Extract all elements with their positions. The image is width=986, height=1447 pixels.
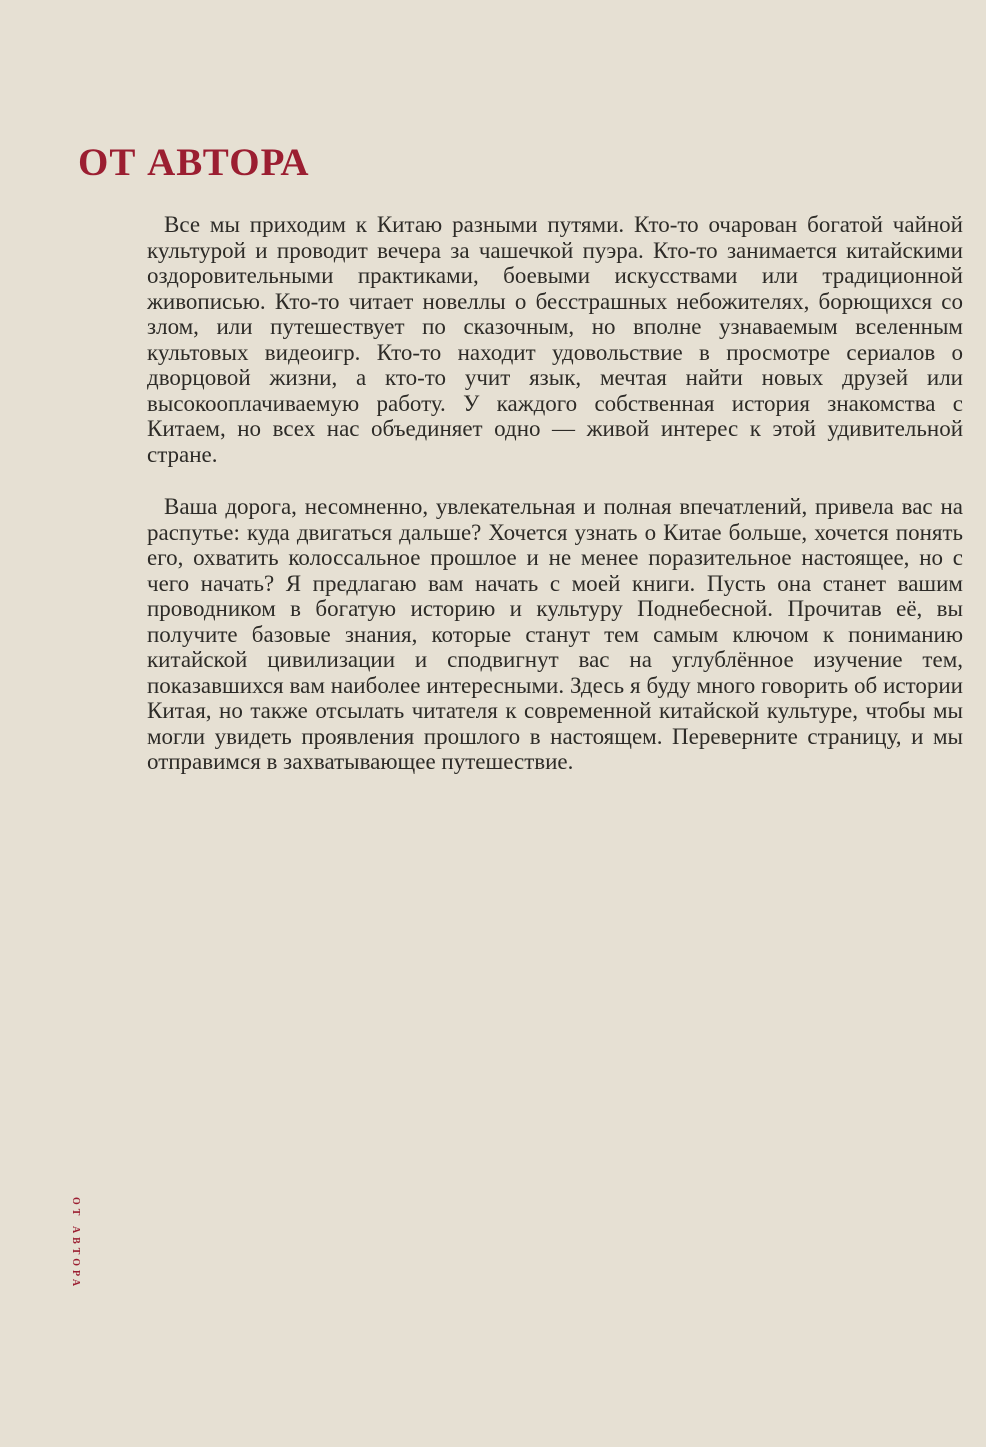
running-title-vertical: ОТ АВТОРА xyxy=(70,1197,81,1291)
paragraph: Все мы приходим к Китаю разными путями. Кто-то очарован богатой чайной культурой и проводит вечера за чашечкой пуэра. Кто-то занимается китайскими оздоровительными практиками, боевыми искусствами или традиционной живописью. Кто-то читает новеллы о бесстрашных небожителях, борющихся со злом, или путешествует по сказочным, но вполне узнаваемым вселенным культовых видеоигр. Кто-то находит удовольствие в просмотре сериалов о дворцовой жизни, а кто-то учит язык, мечтая найти новых друзей или высокооплачиваемую работу. У каждого собственная история знакомства с Китаем, но всех нас объединяет одно — живой интерес к этой удивительной стране. xyxy=(147,212,963,467)
body-text-block xyxy=(147,212,963,802)
paragraph: Ваша дорога, несомненно, увлекательная и полная впечатлений, привела вас на распутье: куда двигаться дальше? Хочется узнать о Китае больше, хочется понять его, охватить колоссальное прошлое и не менее поразительное настоящее, но с чего начать? Я предлагаю вам начать с моей книги. Пусть она станет вашим проводником в богатую историю и культуру Поднебесной. Прочитав её, вы получите базовые знания, которые станут тем самым ключом к пониманию китайской цивилизации и сподвигнут вас на углублённое изучение тем, показавшихся вам наиболее интересными. Здесь я буду много говорить об истории Китая, но также отсылать читателя к современной китайской культуре, чтобы мы могли увидеть проявления прошлого в настоящем. Переверните страницу, и мы отправимся в захватывающее путешествие. xyxy=(147,494,963,774)
page-title: ОТ АВТОРА xyxy=(78,141,310,184)
